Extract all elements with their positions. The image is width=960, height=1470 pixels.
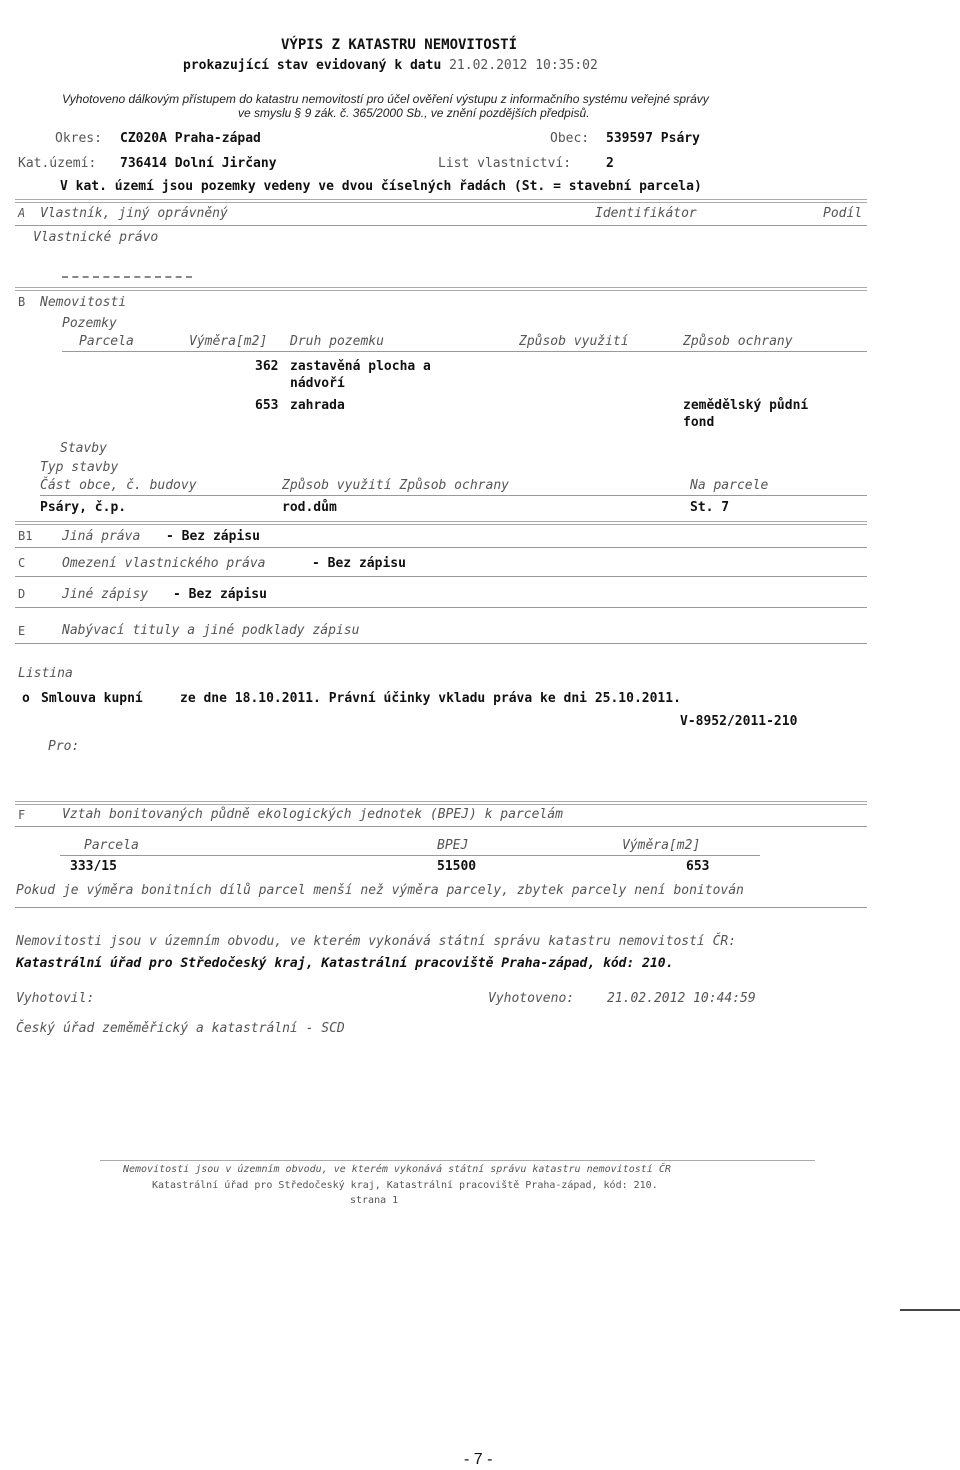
col-cast-obce: Část obce, č. budovy [40, 478, 197, 493]
divider [15, 643, 867, 644]
divider [15, 907, 867, 908]
notice-line-1: Vyhotoveno dálkovým přístupem do katastru nemovitostí pro účel ověření výstupu z informačního systému veřejné správy [62, 92, 709, 106]
vlastnicke-pravo-label: Vlastnické právo [33, 230, 159, 245]
section-b1-letter: B1 [18, 529, 33, 543]
divider [15, 826, 867, 827]
col-vyuziti: Způsob využití [519, 334, 629, 349]
section-b1-title: Jiná práva [62, 529, 141, 544]
bpej-vymera: 653 [686, 859, 710, 874]
footer-rule [100, 1160, 815, 1161]
land-type: zahrada [290, 398, 345, 413]
scan-edge-mark [900, 1309, 960, 1311]
section-b-letter: B [18, 295, 26, 309]
bpej-col-parcela: Parcela [84, 838, 139, 853]
divider [62, 351, 867, 352]
col-vymera: Výměra[m2] [189, 334, 268, 349]
section-f-title: Vztah bonitovaných půdně ekologických jednotek (BPEJ) k parcelám [62, 807, 563, 822]
document-subtitle [183, 59, 598, 72]
okres-value: CZ020A Praha-západ [120, 131, 261, 146]
building-use: rod.dům [282, 500, 337, 515]
col-identifikator: Identifikátor [595, 206, 697, 221]
land-area: 362 [255, 359, 279, 374]
kat-label: Kat.území: [18, 156, 97, 171]
section-d-letter: D [18, 587, 26, 601]
section-d-value: - Bez zápisu [173, 587, 267, 602]
vyhotovil-label: Vyhotovil: [16, 991, 95, 1006]
divider [15, 225, 867, 226]
vyhotoveno-label: Vyhotoveno: [488, 991, 575, 1006]
divider [15, 801, 867, 805]
redacted-owner-mark [62, 276, 192, 278]
land-protection-cont: fond [683, 415, 715, 430]
land-type-cont: nádvoří [290, 376, 345, 391]
bpej-col-bpej: BPEJ [437, 838, 469, 853]
divider [15, 521, 867, 525]
bpej-code: 51500 [437, 859, 477, 874]
divider [15, 287, 867, 291]
land-area: 653 [255, 398, 279, 413]
small-footer-line-1: Nemovitosti jsou v územním obvodu, ve kterém vykonává státní správu katastru nemovitostí ČR [123, 1164, 671, 1175]
typ-stavby-label: Typ stavby [40, 460, 119, 475]
bpej-note: Pokud je výměra bonitních dílů parcel menší než výměra parcely, zbytek parcely není bonitován [16, 883, 744, 898]
contract-type: Smlouva kupní [41, 691, 143, 706]
land-protection: zemědělský půdní [683, 398, 809, 413]
section-e-title: Nabývací tituly a jiné podklady zápisu [62, 623, 360, 638]
section-e-letter: E [18, 624, 26, 638]
section-a-title: Vlastník, jiný oprávněný [40, 206, 228, 221]
section-c-value: - Bez zápisu [312, 556, 406, 571]
section-c-letter: C [18, 556, 26, 570]
divider [60, 855, 760, 856]
okres-label: Okres: [55, 131, 102, 146]
stavby-label: Stavby [60, 441, 107, 456]
bpej-parcela: 333/15 [70, 859, 117, 874]
kat-value: 736414 Dolní Jirčany [120, 156, 277, 171]
building-parcel: St. 7 [690, 500, 730, 515]
small-footer-line-2: Katastrální úřad pro Středočeský kraj, Katastrální pracoviště Praha-západ, kód: 210. [152, 1180, 658, 1191]
section-c-title: Omezení vlastnického práva [62, 556, 266, 571]
building-location: Psáry, č.p. [40, 500, 127, 515]
cuzk-line: Český úřad zeměměřický a katastrální - SCD [16, 1021, 345, 1036]
page-number: - 7 - [464, 1451, 493, 1468]
divider [15, 576, 867, 577]
col-parcela: Parcela [79, 334, 134, 349]
col-podil: Podíl [823, 206, 863, 221]
deposit-id: V-8952/2011-210 [680, 714, 798, 729]
section-d-title: Jiné zápisy [62, 587, 149, 602]
notice-line-2: ve smyslu § 9 zák. č. 365/2000 Sb., ve znění pozdějších předpisů. [238, 106, 590, 120]
section-f-letter: F [18, 808, 26, 822]
divider [15, 607, 867, 608]
divider [15, 199, 867, 203]
section-a-letter: A [18, 206, 26, 220]
subtitle-date: 21.02.2012 10:35:02 [449, 58, 598, 73]
obec-label: Obec: [550, 131, 590, 146]
bullet: o [22, 691, 30, 706]
lv-value: 2 [606, 156, 614, 171]
district-line: Nemovitosti jsou v územním obvodu, ve kterém vykonává státní správu katastru nemovitostí ČR: [16, 934, 737, 949]
pozemky-label: Pozemky [62, 316, 117, 331]
pro-label: Pro: [48, 739, 80, 754]
divider [15, 547, 867, 548]
col-vyuziti-ochrana: Způsob využití Způsob ochrany [282, 478, 509, 493]
vyhotoveno-value: 21.02.2012 10:44:59 [607, 991, 756, 1006]
col-druh: Druh pozemku [290, 334, 384, 349]
land-type: zastavěná plocha a [290, 359, 431, 374]
subtitle-prefix: prokazující stav evidovaný k datu [183, 58, 442, 73]
small-footer-page: strana 1 [350, 1195, 399, 1206]
cadastral-office: Katastrální úřad pro Středočeský kraj, Katastrální pracoviště Praha-západ, kód: 210. [16, 956, 674, 971]
document-title: VÝPIS Z KATASTRU NEMOVITOSTÍ [281, 37, 518, 53]
lv-label: List vlastnictví: [438, 156, 572, 171]
bpej-col-vymera: Výměra[m2] [622, 838, 701, 853]
obec-value: 539597 Psáry [606, 131, 700, 146]
divider [40, 495, 867, 496]
listina-label: Listina [18, 666, 73, 681]
section-b1-value: - Bez zápisu [166, 529, 260, 544]
col-ochrana: Způsob ochrany [683, 334, 793, 349]
contract-detail: ze dne 18.10.2011. Právní účinky vkladu práva ke dni 25.10.2011. [180, 691, 681, 706]
parcel-series-note: V kat. území jsou pozemky vedeny ve dvou číselných řadách (St. = stavební parcela) [60, 179, 702, 194]
col-na-parcele: Na parcele [690, 478, 769, 493]
section-b-title: Nemovitosti [40, 295, 127, 310]
